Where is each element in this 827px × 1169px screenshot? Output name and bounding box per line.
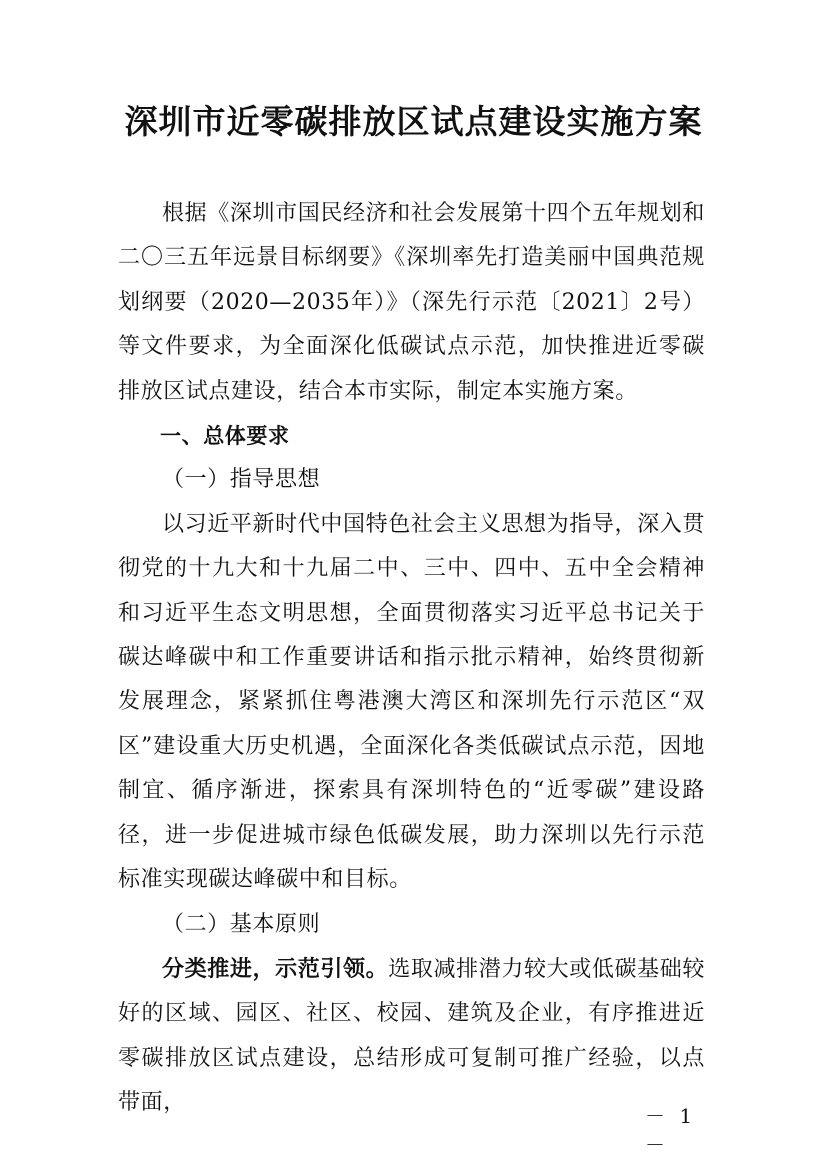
paragraph-guiding-ideology: 以习近平新时代中国特色社会主义思想为指导，深入贯彻党的十九大和十九届二中、三中、四中、五中全会精神和习近平生态文明思想，全面贯彻落实习近平总书记关于碳达峰碳中和工作重要讲话和指示批示精神，始终贯彻新发展理念，紧紧抓住粤港澳大湾区和深圳先行示范区“双区”建设重大历史机遇，全面深化各类低碳试点示范，因地制宜、循序渐进，探索具有深圳特色的“近零碳”建设路径，进一步促进城市绿色低碳发展，助力深圳以先行示范标准实现碳达峰碳中和目标。 <box>118 511 705 893</box>
subsection-heading-basic-principles: （二）基本原则 <box>162 911 321 937</box>
principle-body-text: 选取减排潜力较大或低碳基础较好的区域、园区、社区、校园、建筑及企业，有序推进近零碳排放区试点建设，总结形成可复制可推广经验，以点带面， <box>118 956 705 1116</box>
principle-lead-text: 分类推进，示范引领。 <box>162 955 389 982</box>
paragraph-basis: 根据《深圳市国民经济和社会发展第十四个五年规划和二〇三五年远景目标纲要》《深圳率先打造美丽中国典范规划纲要（2020—2035年）》（深先行示范〔2021〕2号）等文件要求，为全面深化低碳试点示范，加快推进近零碳排放区试点建设，结合本市实际，制定本实施方案。 <box>118 201 705 404</box>
page-number: － 1 － <box>645 1104 697 1157</box>
document-body <box>118 192 705 1126</box>
section-heading-general-requirements: 一、总体要求 <box>160 424 290 449</box>
document-title: 深圳市近零碳排放区试点建设实施方案 <box>124 102 703 141</box>
paragraph-basic-principles <box>118 947 705 1126</box>
subsection-heading-guiding-ideology: （一）指导思想 <box>162 467 321 493</box>
